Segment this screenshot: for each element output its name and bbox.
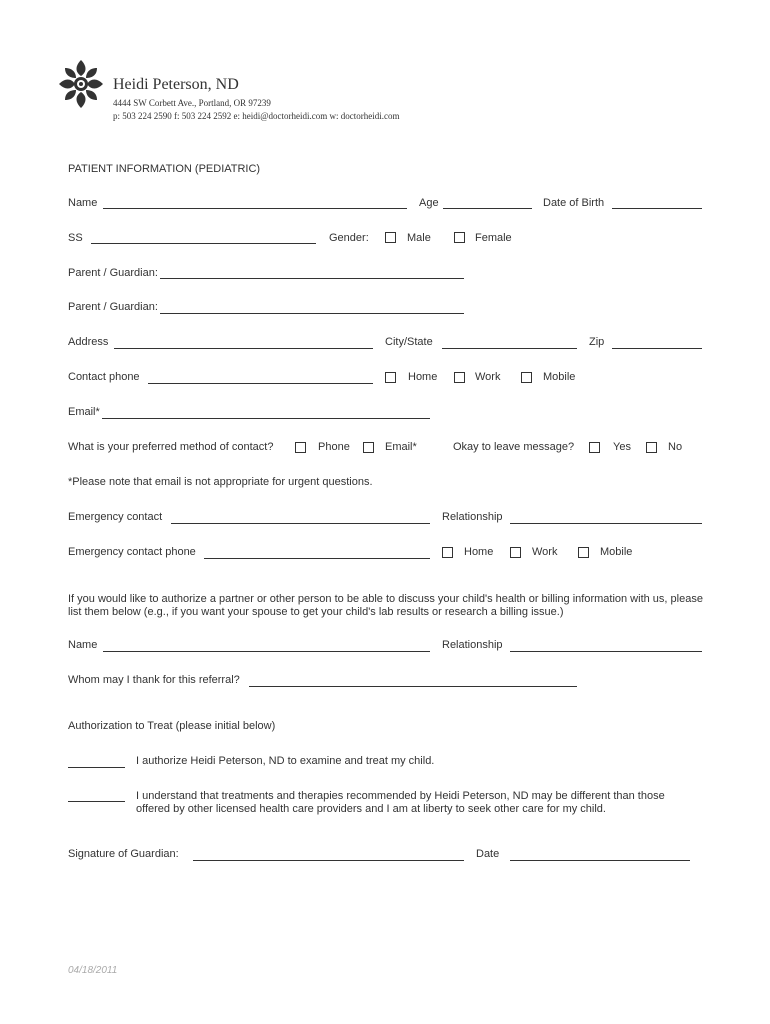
ss-label: SS [68,232,83,244]
emergency-mobile-label: Mobile [600,546,633,558]
emergency-home-checkbox[interactable] [442,547,453,558]
auth-relationship-field[interactable] [510,651,702,652]
email-note: *Please note that email is not appropriate for urgent questions. [68,476,373,488]
referral-field[interactable] [249,686,577,687]
practice-address: 4444 SW Corbett Ave., Portland, OR 97239 [113,98,271,108]
authorize-paragraph: If you would like to authorize a partner or other person to be able to discuss your child's health or billing information with us, please list them below (e.g., if you want your spouse to get your child's lab results or research a billing issue.) [68,593,703,618]
guardian1-field[interactable] [160,278,464,279]
male-label: Male [407,232,431,244]
auth-treat-heading: Authorization to Treat (please initial below) [68,720,276,732]
auth-statement-1: I authorize Heidi Peterson, ND to examine and treat my child. [136,755,435,767]
zip-field[interactable] [612,348,702,349]
date-label: Date [476,848,500,860]
email-contact-label: Email* [385,441,417,453]
contact-phone-field[interactable] [148,383,373,384]
flower-logo-icon [57,58,105,110]
signature-label: Signature of Guardian: [68,848,179,860]
emergency-phone-field[interactable] [204,558,430,559]
yes-checkbox[interactable] [589,442,600,453]
practitioner-name: Heidi Peterson, ND [113,76,239,93]
home-checkbox[interactable] [385,372,396,383]
work-label: Work [475,371,501,383]
ss-field[interactable] [91,243,316,244]
revision-date: 04/18/2011 [68,965,118,976]
mobile-checkbox[interactable] [521,372,532,383]
female-checkbox[interactable] [454,232,465,243]
age-field[interactable] [443,208,532,209]
work-checkbox[interactable] [454,372,465,383]
mobile-label: Mobile [543,371,576,383]
name-field[interactable] [103,208,407,209]
contact-phone-label: Contact phone [68,371,140,383]
relationship-field[interactable] [510,523,702,524]
preferred-contact-label: What is your preferred method of contact? [68,441,274,453]
no-checkbox[interactable] [646,442,657,453]
email-field[interactable] [102,418,430,419]
name-label: Name [68,197,98,209]
age-label: Age [419,197,439,209]
emergency-contact-field[interactable] [171,523,430,524]
emergency-home-label: Home [464,546,494,558]
address-field[interactable] [114,348,373,349]
date-field[interactable] [510,860,690,861]
auth-relationship-label: Relationship [442,639,503,651]
guardian2-field[interactable] [160,313,464,314]
form-title: PATIENT INFORMATION (PEDIATRIC) [68,163,261,175]
emergency-contact-label: Emergency contact [68,511,163,523]
auth-statement-2: I understand that treatments and therapies recommended by Heidi Peterson, ND may be different than those offered by other licensed health care providers and I am at liberty to seek other care for my child. [136,790,665,815]
auth-name-field[interactable] [103,651,430,652]
no-label: No [668,441,683,453]
referral-label: Whom may I thank for this referral? [68,674,240,686]
dob-label: Date of Birth [543,197,605,209]
city-state-field[interactable] [442,348,577,349]
male-checkbox[interactable] [385,232,396,243]
signature-field[interactable] [193,860,464,861]
practice-contact: p: 503 224 2590 f: 503 224 2592 e: heidi@doctorheidi.com w: doctorheidi.com [113,111,400,121]
email-label: Email* [68,406,100,418]
emergency-phone-label: Emergency contact phone [68,546,196,558]
phone-checkbox[interactable] [295,442,306,453]
yes-label: Yes [613,441,631,453]
initial-field-1[interactable] [68,767,125,768]
guardian2-label: Parent / Guardian: [68,301,158,313]
relationship-label: Relationship [442,511,503,523]
auth-name-label: Name [68,639,98,651]
zip-label: Zip [589,336,605,348]
leave-message-label: Okay to leave message? [453,441,575,453]
city-state-label: City/State [385,336,433,348]
guardian1-label: Parent / Guardian: [68,267,158,279]
gender-label: Gender: [329,232,369,244]
emergency-work-label: Work [532,546,558,558]
initial-field-2[interactable] [68,801,125,802]
email-contact-checkbox[interactable] [363,442,374,453]
home-label: Home [408,371,438,383]
phone-label: Phone [318,441,350,453]
female-label: Female [475,232,512,244]
emergency-mobile-checkbox[interactable] [578,547,589,558]
dob-field[interactable] [612,208,702,209]
emergency-work-checkbox[interactable] [510,547,521,558]
address-label: Address [68,336,109,348]
